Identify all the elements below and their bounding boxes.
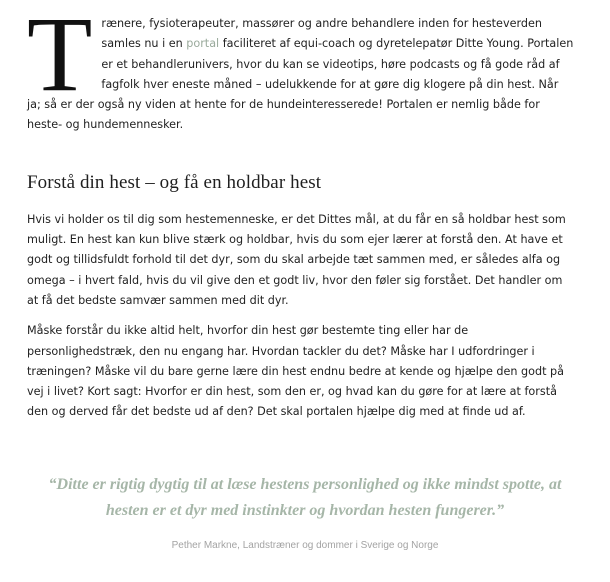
body-paragraph-1: Hvis vi holder os til dig som hestemenneske, er det Dittes mål, at du får en så holdbar hest som muligt. En hest kan kun blive stærk og holdbar, hvis du som ejer lærer at forstå den. At have et godt og tillidsfuldt forhold til det dyr, som du skal arbejde tæt sammen med, er således alfa og omega – i hvert fald, hvis du vil give den et godt liv, hvor den føler sig forstået. Det handler om at få det bedste samvær sammen med dit dyr. — [27, 212, 566, 307]
intro-paragraph — [27, 0, 575, 136]
portal-link[interactable]: portal — [186, 37, 220, 51]
section-heading: Forstå din hest – og få en holdbar hest — [27, 171, 322, 193]
intro-text-end: faciliteret af equi-coach og dyretelepatør Ditte Young. Portalen er et behandlerunivers, hvor du kan se videotips, høre podcasts og få gode råd af fagfolk hver eneste måned – udelukkende for at gøre dig klogere på din hest. Når ja; så er der også ny viden at hente for de hundeinteresserede! Portalen er nemlig både for heste- og hundemennesker. — [27, 37, 574, 132]
testimonial — [40, 472, 570, 551]
intro-text-start: rænere, fysioterapeuter, massører og andre behandlere inden for hesteverden samles nu i en — [101, 17, 542, 51]
testimonial-author: Pether Markne, Landstræner og dommer i Sverige og Norge — [171, 540, 439, 551]
drop-cap: T — [27, 0, 93, 114]
article — [27, 0, 575, 433]
body-paragraph-2: Måske forstår du ikke altid helt, hvorfor din hest gør bestemte ting eller har de personlighedstræk, den nu engang har. Hvordan tackler du det? Måske har I udfordringer i træningen? Måske vil du bare gerne lære din hest endnu bedre at kende og hjælpe den godt på vej i livet? Kort sagt: Hvorfor er din hest, som den er, og hvad kan du gøre for at lære at forstå den og derved får det bedste ud af den? Det skal portalen hjælpe dig med at finde ud af. — [27, 324, 564, 419]
testimonial-quote: “Ditte er rigtig dygtig til at læse hestens personlighed og ikke mindst spotte, at hesten er et dyr med instinkter og hvordan hesten fungerer.” — [48, 476, 562, 519]
